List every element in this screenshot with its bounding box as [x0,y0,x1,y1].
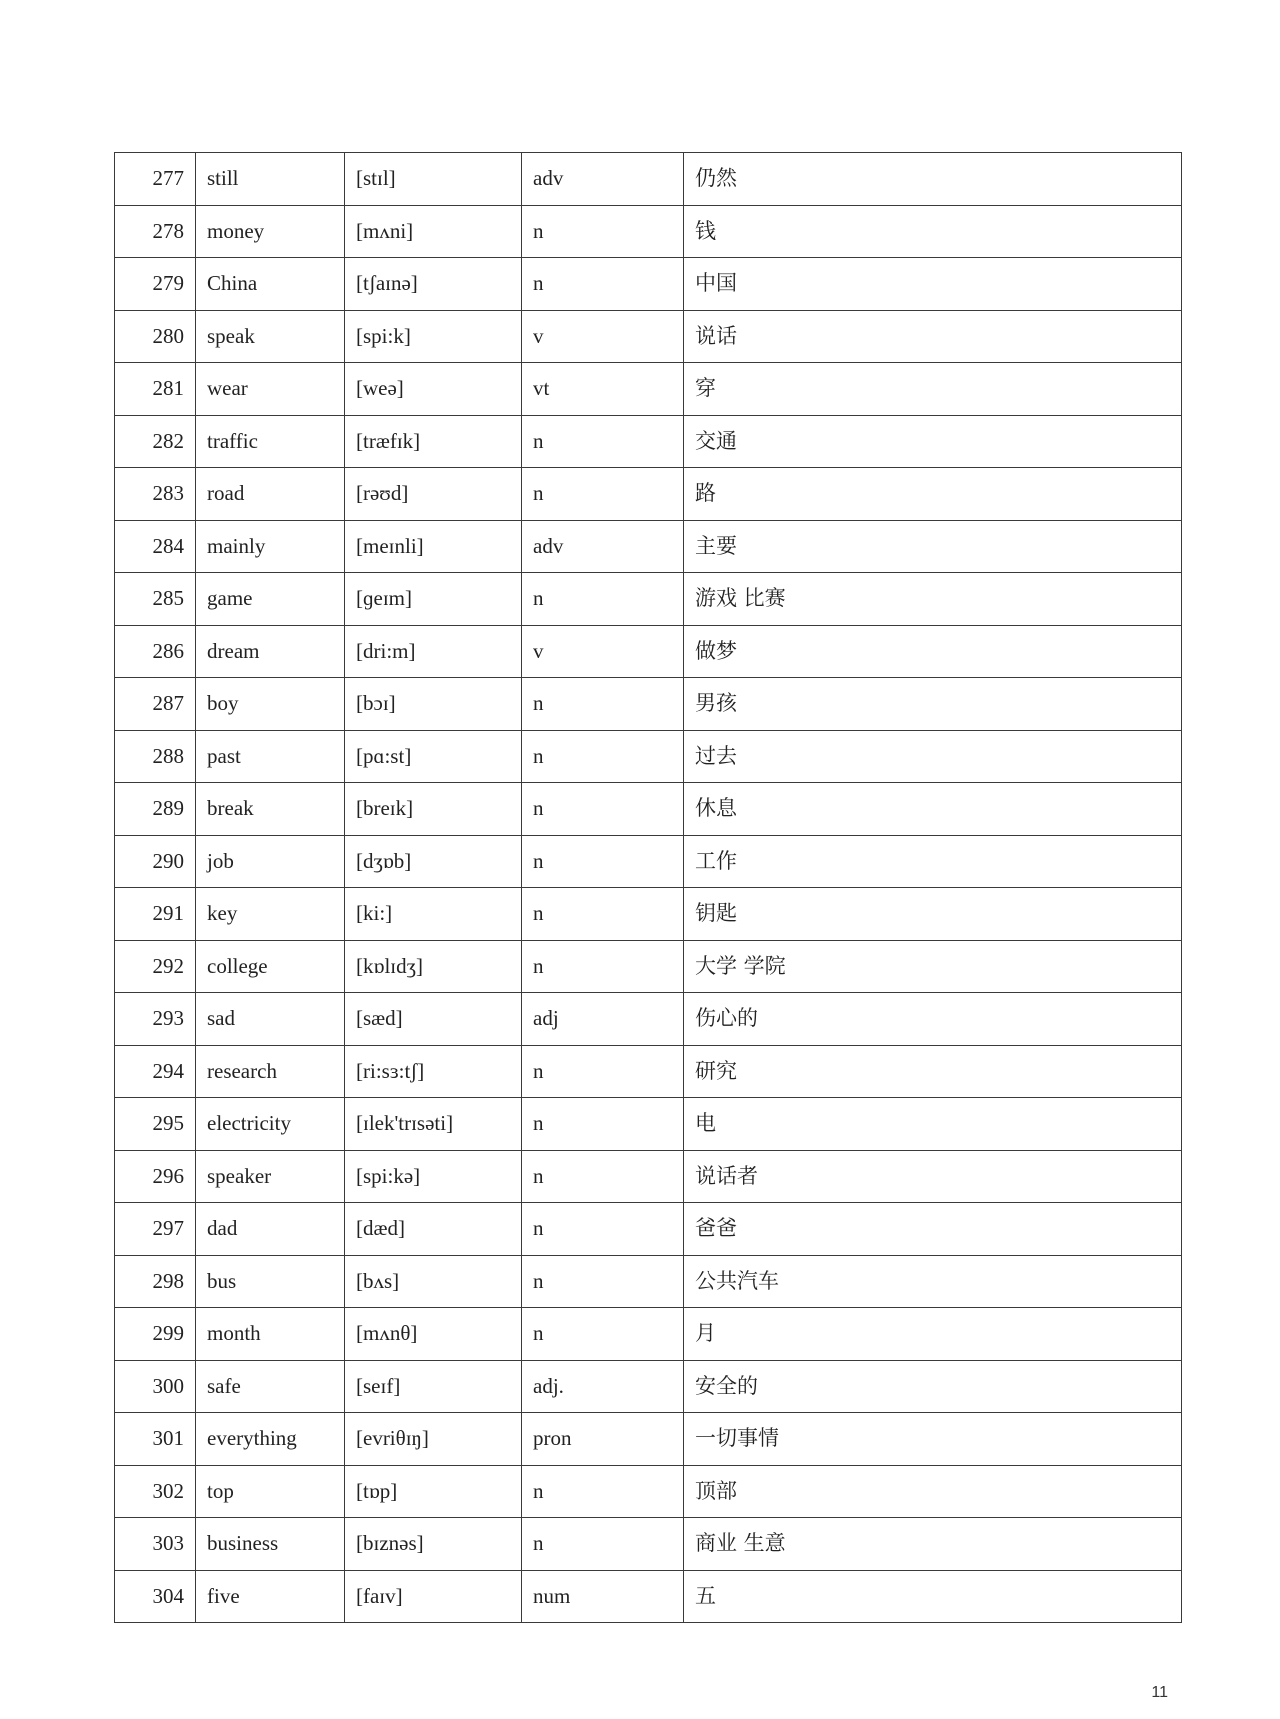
table-row [115,1465,1182,1518]
entry-part-of-speech: num [522,1570,684,1623]
table-row [115,993,1182,1046]
entry-meaning: 月 [684,1308,1182,1361]
entry-meaning: 休息 [684,783,1182,836]
table-row [115,468,1182,521]
entry-number: 277 [115,153,196,206]
table-row [115,205,1182,258]
entry-meaning: 说话者 [684,1150,1182,1203]
entry-number: 284 [115,520,196,573]
entry-phonetic: [træfɪk] [345,415,522,468]
entry-number: 304 [115,1570,196,1623]
entry-part-of-speech: n [522,835,684,888]
entry-meaning: 工作 [684,835,1182,888]
entry-phonetic: [kɒlɪdʒ] [345,940,522,993]
table-row [115,783,1182,836]
entry-meaning: 穿 [684,363,1182,416]
entry-number: 303 [115,1518,196,1571]
entry-phonetic: [bɔɪ] [345,678,522,731]
entry-part-of-speech: n [522,468,684,521]
entry-phonetic: [seɪf] [345,1360,522,1413]
entry-word: money [196,205,345,258]
entry-number: 291 [115,888,196,941]
entry-word: road [196,468,345,521]
entry-part-of-speech: pron [522,1413,684,1466]
entry-phonetic: [dri:m] [345,625,522,678]
entry-word: wear [196,363,345,416]
entry-word: mainly [196,520,345,573]
entry-number: 292 [115,940,196,993]
entry-meaning: 公共汽车 [684,1255,1182,1308]
table-row [115,1360,1182,1413]
entry-number: 299 [115,1308,196,1361]
entry-phonetic: [ɡeɪm] [345,573,522,626]
entry-part-of-speech: v [522,310,684,363]
entry-phonetic: [spi:k] [345,310,522,363]
entry-part-of-speech: adj. [522,1360,684,1413]
entry-number: 279 [115,258,196,311]
entry-word: safe [196,1360,345,1413]
entry-number: 302 [115,1465,196,1518]
entry-word: dream [196,625,345,678]
entry-part-of-speech: n [522,888,684,941]
entry-number: 285 [115,573,196,626]
entry-word: game [196,573,345,626]
entry-word: month [196,1308,345,1361]
entry-meaning: 男孩 [684,678,1182,731]
entry-word: key [196,888,345,941]
table-row [115,1045,1182,1098]
entry-word: speak [196,310,345,363]
table-row [115,1308,1182,1361]
table-row [115,888,1182,941]
table-row [115,940,1182,993]
entry-word: boy [196,678,345,731]
table-row [115,1570,1182,1623]
entry-meaning: 路 [684,468,1182,521]
entry-word: everything [196,1413,345,1466]
page-number: 11 [1151,1684,1168,1701]
entry-phonetic: [evriθɪŋ] [345,1413,522,1466]
entry-part-of-speech: n [522,678,684,731]
entry-meaning: 中国 [684,258,1182,311]
entry-number: 295 [115,1098,196,1151]
entry-meaning: 商业 生意 [684,1518,1182,1571]
entry-word: speaker [196,1150,345,1203]
entry-part-of-speech: n [522,1098,684,1151]
entry-meaning: 做梦 [684,625,1182,678]
entry-phonetic: [weə] [345,363,522,416]
entry-meaning: 交通 [684,415,1182,468]
entry-part-of-speech: n [522,1465,684,1518]
entry-number: 287 [115,678,196,731]
entry-number: 280 [115,310,196,363]
entry-word: college [196,940,345,993]
entry-number: 297 [115,1203,196,1256]
entry-phonetic: [stɪl] [345,153,522,206]
entry-phonetic: [faɪv] [345,1570,522,1623]
entry-part-of-speech: n [522,258,684,311]
entry-phonetic: [ɪlek'trɪsəti] [345,1098,522,1151]
entry-part-of-speech: adv [522,153,684,206]
table-row [115,1098,1182,1151]
entry-part-of-speech: n [522,730,684,783]
entry-part-of-speech: n [522,205,684,258]
entry-word: business [196,1518,345,1571]
entry-meaning: 电 [684,1098,1182,1151]
entry-word: research [196,1045,345,1098]
entry-meaning: 研究 [684,1045,1182,1098]
entry-phonetic: [breɪk] [345,783,522,836]
entry-number: 301 [115,1413,196,1466]
entry-part-of-speech: n [522,1150,684,1203]
entry-number: 283 [115,468,196,521]
entry-word: top [196,1465,345,1518]
entry-word: dad [196,1203,345,1256]
entry-phonetic: [tʃaɪnə] [345,258,522,311]
entry-meaning: 安全的 [684,1360,1182,1413]
entry-phonetic: [mʌnθ] [345,1308,522,1361]
table-row [115,1413,1182,1466]
entry-word: still [196,153,345,206]
entry-number: 298 [115,1255,196,1308]
entry-meaning: 爸爸 [684,1203,1182,1256]
entry-part-of-speech: adv [522,520,684,573]
entry-number: 281 [115,363,196,416]
table-row [115,153,1182,206]
entry-meaning: 过去 [684,730,1182,783]
entry-meaning: 大学 学院 [684,940,1182,993]
entry-number: 278 [115,205,196,258]
entry-word: sad [196,993,345,1046]
table-row [115,520,1182,573]
entry-number: 286 [115,625,196,678]
entry-number: 294 [115,1045,196,1098]
entry-word: traffic [196,415,345,468]
entry-part-of-speech: n [522,415,684,468]
entry-phonetic: [mʌni] [345,205,522,258]
entry-phonetic: [spi:kə] [345,1150,522,1203]
entry-number: 300 [115,1360,196,1413]
entry-phonetic: [pɑ:st] [345,730,522,783]
table-row [115,258,1182,311]
entry-meaning: 说话 [684,310,1182,363]
table-row [115,1150,1182,1203]
entry-meaning: 伤心的 [684,993,1182,1046]
entry-phonetic: [dæd] [345,1203,522,1256]
entry-word: job [196,835,345,888]
table-row [115,310,1182,363]
entry-part-of-speech: n [522,1203,684,1256]
entry-part-of-speech: v [522,625,684,678]
entry-phonetic: [meɪnli] [345,520,522,573]
table-row [115,678,1182,731]
vocabulary-table [114,152,1182,1623]
entry-part-of-speech: n [522,1308,684,1361]
entry-part-of-speech: adj [522,993,684,1046]
entry-meaning: 五 [684,1570,1182,1623]
entry-word: bus [196,1255,345,1308]
table-row [115,835,1182,888]
entry-number: 288 [115,730,196,783]
entry-meaning: 顶部 [684,1465,1182,1518]
entry-word: past [196,730,345,783]
table-row [115,1203,1182,1256]
entry-meaning: 仍然 [684,153,1182,206]
entry-number: 290 [115,835,196,888]
table-row [115,573,1182,626]
entry-phonetic: [rəʊd] [345,468,522,521]
entry-meaning: 游戏 比赛 [684,573,1182,626]
entry-part-of-speech: n [522,1255,684,1308]
table-row [115,730,1182,783]
entry-word: electricity [196,1098,345,1151]
entry-word: five [196,1570,345,1623]
entry-part-of-speech: n [522,573,684,626]
entry-phonetic: [dʒɒb] [345,835,522,888]
entry-word: break [196,783,345,836]
entry-meaning: 主要 [684,520,1182,573]
entry-phonetic: [bʌs] [345,1255,522,1308]
entry-phonetic: [ri:sɜ:tʃ] [345,1045,522,1098]
entry-part-of-speech: n [522,1518,684,1571]
entry-phonetic: [sæd] [345,993,522,1046]
entry-part-of-speech: n [522,940,684,993]
table-row [115,1518,1182,1571]
entry-phonetic: [tɒp] [345,1465,522,1518]
table-row [115,625,1182,678]
entry-phonetic: [ki:] [345,888,522,941]
entry-number: 296 [115,1150,196,1203]
entry-number: 282 [115,415,196,468]
entry-meaning: 钱 [684,205,1182,258]
entry-word: China [196,258,345,311]
entry-part-of-speech: n [522,1045,684,1098]
entry-phonetic: [bɪznəs] [345,1518,522,1571]
entry-part-of-speech: n [522,783,684,836]
table-row [115,415,1182,468]
table-row [115,363,1182,416]
entry-number: 293 [115,993,196,1046]
entry-meaning: 一切事情 [684,1413,1182,1466]
entry-number: 289 [115,783,196,836]
vocabulary-table-body [115,153,1182,1623]
table-row [115,1255,1182,1308]
entry-part-of-speech: vt [522,363,684,416]
entry-meaning: 钥匙 [684,888,1182,941]
